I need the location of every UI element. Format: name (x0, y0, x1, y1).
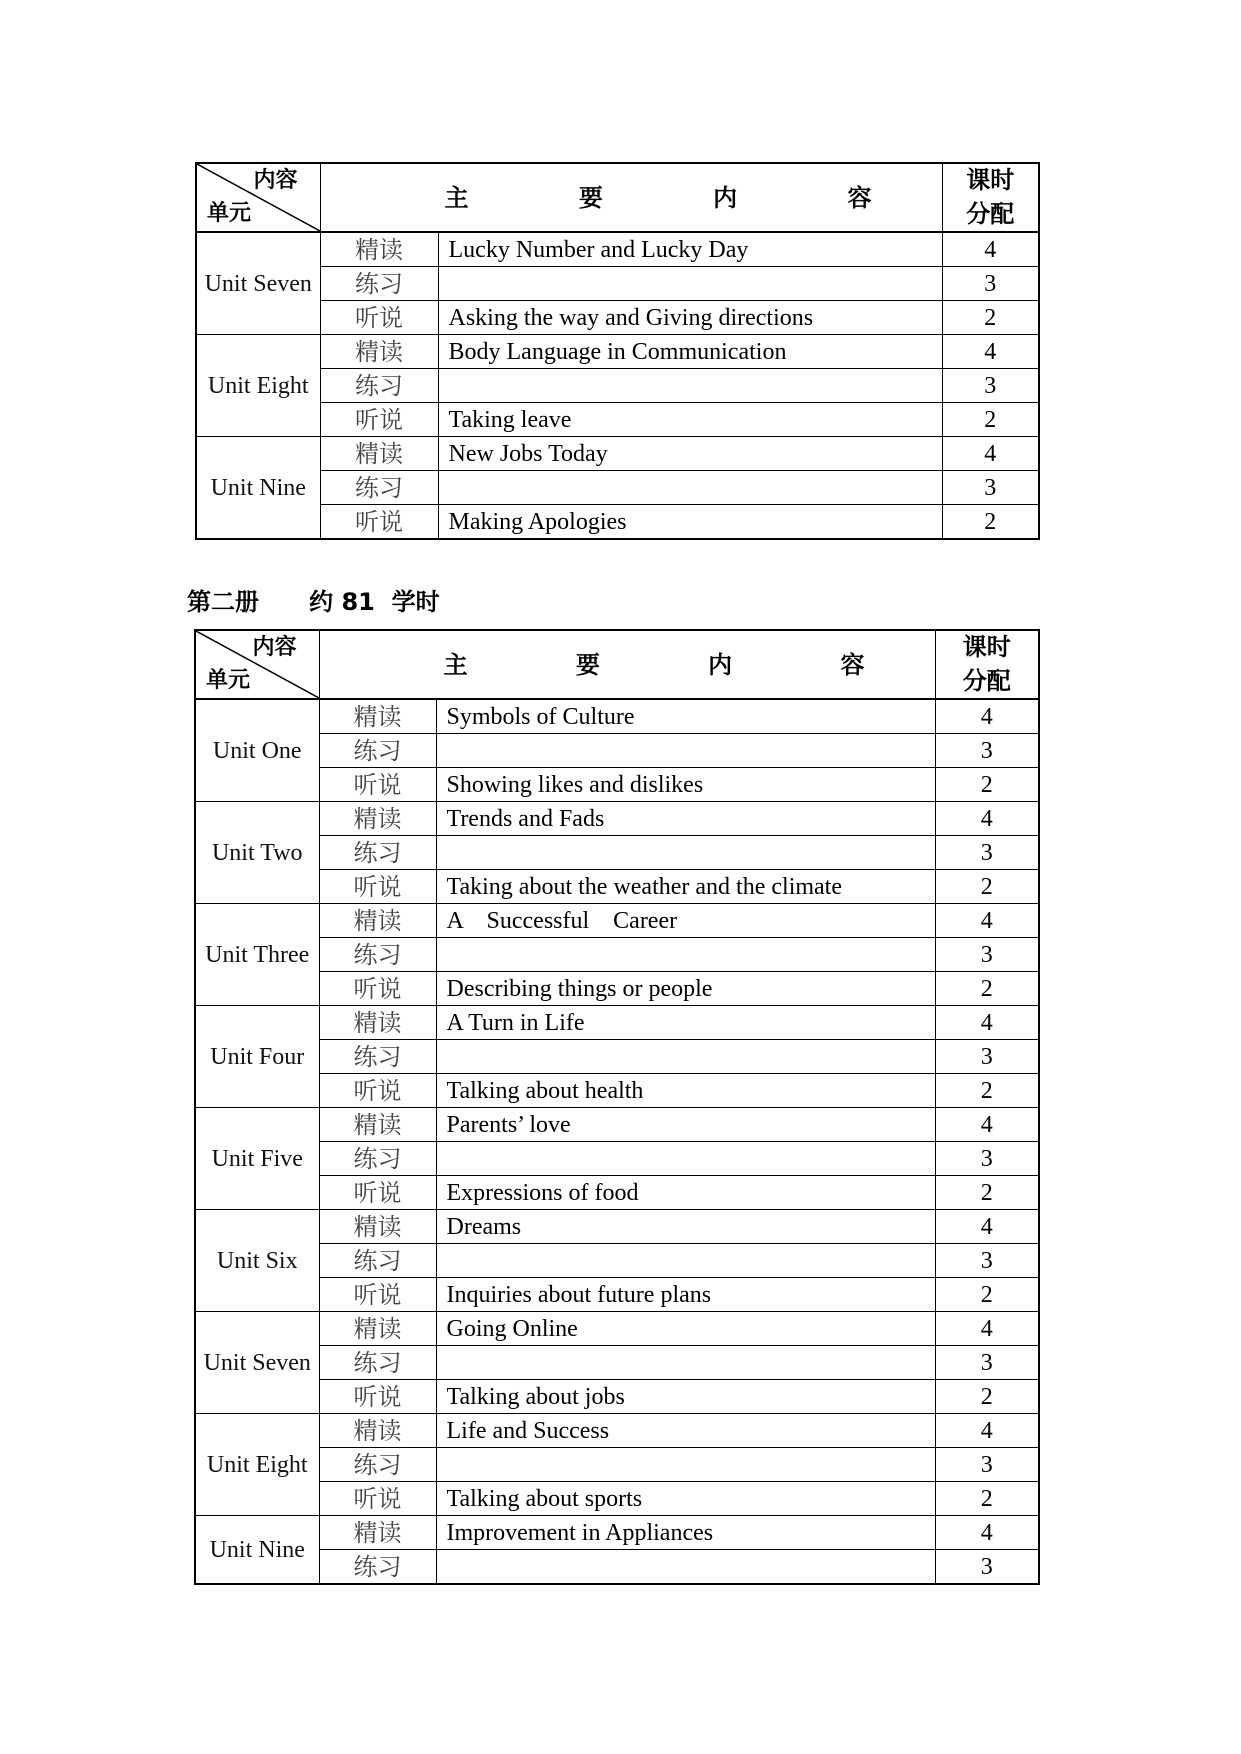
lesson-hours-cell: 3 (935, 1040, 1039, 1074)
lesson-type-cell: 精读 (319, 1414, 436, 1448)
lesson-hours-cell: 2 (942, 301, 1039, 335)
table-row (195, 904, 1039, 938)
lesson-type-cell: 精读 (319, 1108, 436, 1142)
lesson-type-cell: 精读 (320, 335, 438, 369)
lesson-hours-cell: 4 (935, 1414, 1039, 1448)
table-row (196, 505, 1039, 540)
lesson-type-cell: 听说 (319, 972, 436, 1006)
table-row (195, 1312, 1039, 1346)
lesson-type-cell: 听说 (319, 870, 436, 904)
table-row (195, 1278, 1039, 1312)
table-row (196, 369, 1039, 403)
lesson-type-cell: 练习 (319, 1346, 436, 1380)
lesson-hours-cell: 2 (935, 972, 1039, 1006)
schedule-table-volume2 (194, 629, 1040, 1585)
table-row (195, 1210, 1039, 1244)
table-row (195, 1414, 1039, 1448)
table-row (196, 232, 1039, 267)
table-row (196, 437, 1039, 471)
lesson-content-cell (436, 1448, 935, 1482)
lesson-content-cell: Symbols of Culture (436, 699, 935, 734)
corner-header-cell (196, 163, 320, 232)
hours-header (935, 630, 1039, 699)
lesson-hours-cell: 4 (935, 1312, 1039, 1346)
lesson-hours-cell: 4 (942, 335, 1039, 369)
lesson-content-cell: Dreams (436, 1210, 935, 1244)
lesson-hours-cell: 3 (935, 1244, 1039, 1278)
table-row (195, 1380, 1039, 1414)
table-row (195, 699, 1039, 734)
corner-header-content-label: 内容 (253, 168, 298, 193)
lesson-content-cell: Improvement in Appliances (436, 1516, 935, 1550)
corner-header-unit-label: 单元 (207, 201, 252, 227)
table-row (195, 870, 1039, 904)
table-row (195, 938, 1039, 972)
lesson-content-cell (436, 1550, 935, 1585)
lesson-hours-cell: 2 (935, 1074, 1039, 1108)
lesson-content-cell: Taking leave (438, 403, 942, 437)
lesson-type-cell: 听说 (319, 1380, 436, 1414)
lesson-content-cell: Going Online (436, 1312, 935, 1346)
lesson-content-cell: New Jobs Today (438, 437, 942, 471)
main-content-header-char: 主 (443, 650, 468, 679)
lesson-content-cell: Trends and Fads (436, 802, 935, 836)
lesson-hours-cell: 3 (935, 1142, 1039, 1176)
unit-name-cell: Unit Seven (196, 232, 320, 335)
volume2-heading: 第二册 约 81 学时 (187, 588, 440, 616)
lesson-type-cell: 听说 (319, 1482, 436, 1516)
table-body (195, 699, 1039, 1584)
lesson-hours-cell: 3 (935, 836, 1039, 870)
lesson-type-cell: 精读 (319, 1006, 436, 1040)
lesson-type-cell: 精读 (319, 802, 436, 836)
lesson-type-cell: 练习 (319, 734, 436, 768)
lesson-type-cell: 精读 (319, 904, 436, 938)
lesson-content-cell (436, 734, 935, 768)
lesson-content-cell: Taking about the weather and the climate (436, 870, 935, 904)
lesson-hours-cell: 3 (942, 369, 1039, 403)
lesson-content-cell (438, 369, 942, 403)
main-content-header (320, 163, 942, 232)
lesson-type-cell: 练习 (319, 1040, 436, 1074)
table-row (195, 1006, 1039, 1040)
lesson-type-cell: 精读 (319, 1516, 436, 1550)
lesson-type-cell: 精读 (319, 699, 436, 734)
lesson-content-cell: Talking about sports (436, 1482, 935, 1516)
table-row (195, 1516, 1039, 1550)
table-row (195, 1482, 1039, 1516)
hours-header (942, 163, 1039, 232)
table-row (195, 802, 1039, 836)
lesson-content-cell: Describing things or people (436, 972, 935, 1006)
unit-name-cell: Unit Six (195, 1210, 319, 1312)
lesson-content-cell: Life and Success (436, 1414, 935, 1448)
lesson-hours-cell: 3 (935, 1448, 1039, 1482)
hours-header-line1: 课时 (966, 166, 1015, 194)
lesson-type-cell: 听说 (320, 403, 438, 437)
lesson-content-cell (436, 938, 935, 972)
main-content-header-char: 容 (847, 183, 872, 212)
unit-name-cell: Unit Eight (195, 1414, 319, 1516)
unit-name-cell: Unit Five (195, 1108, 319, 1210)
hours-header-line2: 分配 (966, 199, 1015, 228)
main-content-header-char: 主 (444, 183, 469, 212)
lesson-hours-cell: 3 (942, 471, 1039, 505)
lesson-content-cell: Talking about health (436, 1074, 935, 1108)
lesson-hours-cell: 2 (935, 1278, 1039, 1312)
lesson-hours-cell: 2 (942, 403, 1039, 437)
lesson-content-cell: Parents’ love (436, 1108, 935, 1142)
table-row (196, 403, 1039, 437)
lesson-hours-cell: 4 (935, 1516, 1039, 1550)
table-row (196, 301, 1039, 335)
lesson-hours-cell: 2 (935, 1176, 1039, 1210)
lesson-type-cell: 练习 (319, 1448, 436, 1482)
unit-name-cell: Unit Nine (195, 1516, 319, 1585)
lesson-hours-cell: 2 (942, 505, 1039, 540)
lesson-content-cell: Body Language in Communication (438, 335, 942, 369)
table-header-row (195, 630, 1039, 699)
table-row (196, 335, 1039, 369)
lesson-content-cell: Asking the way and Giving directions (438, 301, 942, 335)
table-row (195, 972, 1039, 1006)
unit-name-cell: Unit Three (195, 904, 319, 1006)
lesson-type-cell: 精读 (319, 1210, 436, 1244)
lesson-content-cell (436, 1142, 935, 1176)
lesson-hours-cell: 4 (935, 802, 1039, 836)
table-row (196, 267, 1039, 301)
lesson-hours-cell: 3 (935, 734, 1039, 768)
lesson-type-cell: 听说 (320, 301, 438, 335)
table-row (195, 768, 1039, 802)
lesson-hours-cell: 4 (942, 232, 1039, 267)
unit-name-cell: Unit Seven (195, 1312, 319, 1414)
lesson-content-cell (438, 267, 942, 301)
lesson-content-cell: Expressions of food (436, 1176, 935, 1210)
lesson-hours-cell: 4 (935, 904, 1039, 938)
unit-name-cell: Unit Two (195, 802, 319, 904)
lesson-type-cell: 练习 (320, 369, 438, 403)
lesson-type-cell: 精读 (319, 1312, 436, 1346)
main-content-header-char: 内 (708, 650, 733, 679)
lesson-type-cell: 练习 (319, 836, 436, 870)
lesson-content-cell (438, 471, 942, 505)
lesson-content-cell: Talking about jobs (436, 1380, 935, 1414)
unit-name-cell: Unit Eight (196, 335, 320, 437)
lesson-content-cell: Lucky Number and Lucky Day (438, 232, 942, 267)
lesson-content-cell: Showing likes and dislikes (436, 768, 935, 802)
table-row (195, 1550, 1039, 1585)
lesson-type-cell: 听说 (319, 1278, 436, 1312)
lesson-hours-cell: 4 (935, 699, 1039, 734)
table-row (195, 1346, 1039, 1380)
lesson-type-cell: 练习 (319, 1142, 436, 1176)
corner-header-cell (195, 630, 319, 699)
lesson-hours-cell: 4 (935, 1210, 1039, 1244)
schedule-table-volume1 (195, 162, 1040, 540)
table-row (195, 734, 1039, 768)
table-row (195, 836, 1039, 870)
lesson-content-cell: A Turn in Life (436, 1006, 935, 1040)
table-row (195, 1244, 1039, 1278)
corner-header-content-label: 内容 (252, 635, 297, 660)
table-row (195, 1448, 1039, 1482)
lesson-type-cell: 听说 (319, 1176, 436, 1210)
lesson-hours-cell: 3 (935, 1346, 1039, 1380)
hours-header-line2: 分配 (962, 666, 1011, 695)
lesson-content-cell: Making Apologies (438, 505, 942, 540)
lesson-content-cell (436, 1040, 935, 1074)
lesson-type-cell: 练习 (319, 1244, 436, 1278)
lesson-type-cell: 精读 (320, 232, 438, 267)
table-row (195, 1040, 1039, 1074)
lesson-content-cell (436, 1244, 935, 1278)
lesson-hours-cell: 4 (935, 1108, 1039, 1142)
table-header-row (196, 163, 1039, 232)
lesson-content-cell (436, 836, 935, 870)
table-body (196, 232, 1039, 539)
table-row (196, 471, 1039, 505)
main-content-header-char: 要 (575, 650, 600, 679)
lesson-type-cell: 练习 (319, 938, 436, 972)
lesson-type-cell: 听说 (319, 1074, 436, 1108)
main-content-header-char: 内 (713, 183, 738, 212)
lesson-hours-cell: 4 (942, 437, 1039, 471)
lesson-content-cell (436, 1346, 935, 1380)
lesson-hours-cell: 3 (935, 938, 1039, 972)
lesson-type-cell: 听说 (320, 505, 438, 540)
lesson-hours-cell: 2 (935, 870, 1039, 904)
table-row (195, 1176, 1039, 1210)
lesson-type-cell: 听说 (319, 768, 436, 802)
unit-name-cell: Unit Nine (196, 437, 320, 540)
lesson-type-cell: 精读 (320, 437, 438, 471)
hours-header-line1: 课时 (962, 633, 1011, 661)
unit-name-cell: Unit Four (195, 1006, 319, 1108)
main-content-header-char: 容 (840, 650, 865, 679)
table-row (195, 1074, 1039, 1108)
lesson-content-cell: A Successful Career (436, 904, 935, 938)
main-content-header-char: 要 (578, 183, 603, 212)
table-row (195, 1142, 1039, 1176)
lesson-type-cell: 练习 (320, 471, 438, 505)
corner-header-unit-label: 单元 (206, 668, 251, 694)
lesson-content-cell: Inquiries about future plans (436, 1278, 935, 1312)
lesson-type-cell: 练习 (319, 1550, 436, 1585)
lesson-hours-cell: 2 (935, 768, 1039, 802)
table-row (195, 1108, 1039, 1142)
lesson-hours-cell: 3 (935, 1550, 1039, 1585)
lesson-hours-cell: 4 (935, 1006, 1039, 1040)
lesson-hours-cell: 2 (935, 1380, 1039, 1414)
lesson-hours-cell: 2 (935, 1482, 1039, 1516)
main-content-header (319, 630, 935, 699)
lesson-type-cell: 练习 (320, 267, 438, 301)
unit-name-cell: Unit One (195, 699, 319, 802)
lesson-hours-cell: 3 (942, 267, 1039, 301)
